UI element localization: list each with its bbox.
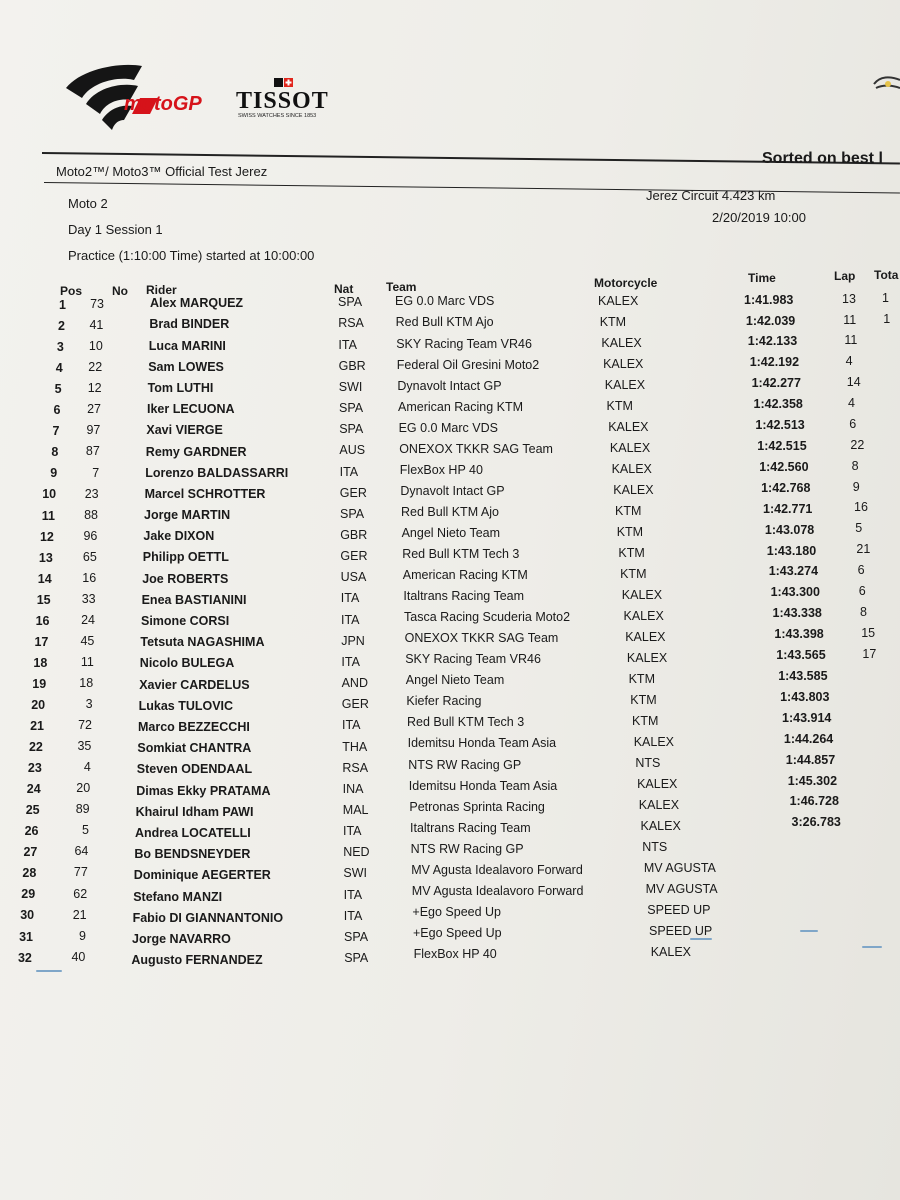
cell-pos: 10 bbox=[42, 487, 57, 502]
cell-lap: 6 bbox=[849, 416, 857, 431]
cell-pos: 20 bbox=[31, 697, 46, 712]
cell-nat: INA bbox=[342, 781, 364, 796]
cell-rider: Stefano MANZI bbox=[133, 889, 223, 904]
cell-moto: KALEX bbox=[601, 335, 642, 350]
session-datetime: 2/20/2019 10:00 bbox=[712, 210, 806, 225]
event-title: Moto2™/ Moto3™ Official Test Jerez bbox=[56, 164, 268, 179]
cell-moto: SPEED UP bbox=[647, 902, 711, 917]
cell-rider: Jorge NAVARRO bbox=[132, 931, 231, 946]
cell-moto: KALEX bbox=[609, 440, 651, 455]
cell-no: 21 bbox=[72, 907, 87, 922]
cell-moto: KTM bbox=[632, 713, 659, 728]
cell-lap: 8 bbox=[851, 458, 859, 473]
cell-moto: NTS bbox=[642, 839, 668, 854]
cell-pos: 29 bbox=[21, 887, 36, 902]
cell-moto: KTM bbox=[618, 545, 645, 560]
cell-rider: Marcel SCHROTTER bbox=[144, 486, 266, 501]
col-lap: Lap bbox=[834, 269, 856, 283]
cell-nat: ITA bbox=[340, 591, 360, 606]
cell-moto: KALEX bbox=[637, 776, 678, 791]
col-team: Team bbox=[386, 280, 417, 294]
svg-text:motoGP: motoGP bbox=[124, 93, 202, 115]
cell-pos: 5 bbox=[54, 382, 62, 397]
cell-lap: 6 bbox=[857, 563, 865, 578]
cell-no: 23 bbox=[84, 486, 99, 501]
cell-pos: 3 bbox=[56, 340, 64, 355]
cell-time: 1:43.585 bbox=[778, 668, 828, 683]
cell-no: 77 bbox=[73, 865, 88, 880]
cell-pos: 1 bbox=[59, 298, 66, 312]
cell-nat: SPA bbox=[340, 506, 365, 521]
cell-pos: 21 bbox=[30, 719, 44, 733]
cell-nat: ITA bbox=[341, 612, 360, 627]
circuit-label: Jerez Circuit 4.423 km bbox=[646, 188, 776, 203]
cell-no: 12 bbox=[87, 381, 102, 396]
pen-mark bbox=[800, 930, 818, 932]
cell-time: 1:44.857 bbox=[785, 752, 836, 767]
cell-moto: KALEX bbox=[604, 377, 646, 392]
cell-team: SKY Racing Team VR46 bbox=[405, 652, 541, 667]
cell-team: Petronas Sprinta Racing bbox=[409, 799, 545, 814]
cell-no: 22 bbox=[88, 360, 103, 375]
cell-no: 5 bbox=[82, 823, 89, 838]
cell-lap: 21 bbox=[856, 542, 871, 557]
cell-time: 1:43.565 bbox=[776, 648, 826, 663]
cell-nat: SPA bbox=[339, 401, 364, 416]
cell-time: 1:42.133 bbox=[747, 334, 798, 349]
cell-no: 24 bbox=[81, 612, 95, 627]
cell-team: +Ego Speed Up bbox=[412, 904, 502, 919]
cell-nat: GER bbox=[340, 549, 368, 564]
cell-lap: 14 bbox=[846, 375, 861, 390]
cell-rider: Dominique AEGERTER bbox=[133, 868, 271, 883]
cell-team: Italtrans Racing Team bbox=[403, 589, 525, 604]
cell-pos: 17 bbox=[34, 634, 49, 649]
cell-pos: 4 bbox=[55, 361, 63, 376]
cell-pos: 31 bbox=[19, 929, 33, 944]
cell-pos: 15 bbox=[36, 592, 51, 607]
cell-moto: MV AGUSTA bbox=[645, 881, 718, 896]
cell-moto: KALEX bbox=[638, 797, 680, 812]
cell-rider: Alex MARQUEZ bbox=[150, 296, 244, 311]
cell-team: American Racing KTM bbox=[402, 568, 528, 583]
cell-nat: ITA bbox=[339, 464, 359, 479]
cell-team: ONEXOX TKKR SAG Team bbox=[399, 441, 553, 456]
col-time: Time bbox=[748, 271, 776, 285]
cell-moto: KTM bbox=[615, 503, 642, 518]
cell-nat: ITA bbox=[341, 654, 360, 669]
cell-pos: 22 bbox=[28, 740, 43, 755]
svg-text:SWISS WATCHES SINCE 1853: SWISS WATCHES SINCE 1853 bbox=[238, 113, 317, 119]
cell-no: 62 bbox=[73, 886, 88, 901]
sort-note: Sorted on best l bbox=[762, 150, 883, 167]
cell-moto: KTM bbox=[599, 314, 627, 329]
cell-nat: AND bbox=[341, 676, 368, 691]
cell-no: 40 bbox=[71, 949, 86, 964]
cell-rider: Luca MARINI bbox=[148, 338, 226, 353]
cell-pos: 7 bbox=[52, 424, 60, 439]
cell-nat: RSA bbox=[338, 316, 364, 331]
cell-rider: Philipp OETTL bbox=[142, 550, 229, 565]
cell-moto: KALEX bbox=[623, 608, 664, 623]
cell-rider: Khairul Idham PAWI bbox=[135, 804, 254, 819]
cell-nat: SPA bbox=[344, 951, 369, 966]
cell-nat: NED bbox=[343, 845, 370, 860]
cell-moto: KALEX bbox=[603, 356, 644, 371]
cell-lap: 16 bbox=[854, 500, 868, 515]
cell-time: 1:43.300 bbox=[770, 585, 820, 600]
cell-lap: 8 bbox=[860, 604, 867, 619]
cell-nat: SWI bbox=[343, 866, 367, 881]
cell-no: 45 bbox=[80, 633, 95, 648]
cell-no: 33 bbox=[81, 591, 96, 606]
cell-no: 96 bbox=[83, 528, 98, 543]
cell-moto: KALEX bbox=[626, 650, 668, 665]
cell-pos: 19 bbox=[32, 676, 47, 691]
cell-moto: KTM bbox=[628, 671, 655, 686]
cell-team: Tasca Racing Scuderia Moto2 bbox=[404, 610, 571, 625]
cell-moto: KTM bbox=[616, 524, 644, 539]
cell-nat: SPA bbox=[344, 929, 369, 944]
cell-time: 1:46.728 bbox=[789, 794, 839, 809]
cell-moto: KALEX bbox=[625, 629, 666, 644]
cell-time: 1:43.803 bbox=[780, 689, 830, 704]
cell-time: 1:42.515 bbox=[757, 438, 807, 453]
cell-time: 1:42.560 bbox=[759, 459, 809, 474]
cell-rider: Sam LOWES bbox=[148, 359, 224, 374]
col-pos: Pos bbox=[60, 284, 83, 298]
cell-rider: Andrea LOCATELLI bbox=[135, 825, 251, 840]
cell-rider: Nicolo BULEGA bbox=[139, 656, 235, 671]
cell-no: 87 bbox=[85, 444, 100, 459]
cell-team: Italtrans Racing Team bbox=[410, 820, 531, 835]
svg-text:TISSOT: TISSOT bbox=[236, 88, 329, 114]
cell-time: 1:43.078 bbox=[764, 522, 815, 537]
cell-team: American Racing KTM bbox=[398, 399, 524, 414]
cell-moto: SPEED UP bbox=[649, 923, 713, 938]
cell-lap: 9 bbox=[852, 479, 860, 494]
cell-team: MV Agusta Idealavoro Forward bbox=[411, 862, 583, 877]
cell-time: 1:45.302 bbox=[787, 773, 838, 788]
col-rider: Rider bbox=[146, 283, 177, 297]
cell-rider: Lorenzo BALDASSARRI bbox=[145, 465, 289, 480]
cell-rider: Enea BASTIANINI bbox=[141, 592, 247, 607]
cell-rider: Fabio DI GIANNANTONIO bbox=[132, 910, 284, 925]
cell-moto: KALEX bbox=[633, 734, 674, 749]
cell-no: 11 bbox=[80, 654, 94, 669]
cell-nat: GBR bbox=[340, 528, 368, 542]
cell-nat: SWI bbox=[338, 379, 363, 394]
cell-rider: Somkiat CHANTRA bbox=[137, 741, 252, 756]
cell-time: 1:44.264 bbox=[783, 731, 834, 746]
cell-rider: Xavi VIERGE bbox=[146, 423, 223, 438]
cell-nat: ITA bbox=[338, 337, 357, 352]
cell-nat: ITA bbox=[343, 908, 363, 923]
cell-pos: 13 bbox=[38, 550, 53, 565]
cell-time: 1:42.768 bbox=[761, 480, 811, 495]
cell-total: 1 bbox=[882, 290, 889, 305]
cell-pos: 9 bbox=[50, 466, 58, 481]
cell-no: 4 bbox=[83, 760, 91, 775]
cell-no: 89 bbox=[75, 802, 90, 817]
cell-team: Red Bull KTM Tech 3 bbox=[407, 715, 525, 730]
cell-nat: MAL bbox=[342, 803, 369, 818]
cell-nat: SPA bbox=[338, 295, 363, 310]
cell-no: 41 bbox=[89, 318, 104, 333]
cell-nat: JPN bbox=[341, 633, 365, 648]
cell-time: 1:43.180 bbox=[766, 543, 817, 558]
cell-team: Angel Nieto Team bbox=[401, 525, 501, 540]
cell-no: 16 bbox=[82, 570, 97, 585]
cell-team: EG 0.0 Marc VDS bbox=[395, 294, 495, 309]
cell-total: 1 bbox=[883, 311, 891, 326]
cell-team: FlexBox HP 40 bbox=[399, 462, 483, 477]
cell-team: FlexBox HP 40 bbox=[413, 946, 497, 961]
practice-info: Practice (1:10:00 Time) started at 10:00:00 bbox=[68, 248, 315, 263]
cell-no: 10 bbox=[88, 339, 103, 354]
cell-nat: USA bbox=[340, 570, 367, 585]
cell-no: 3 bbox=[85, 697, 93, 712]
cell-nat: RSA bbox=[342, 760, 369, 775]
cell-team: Idemitsu Honda Team Asia bbox=[408, 778, 558, 793]
cell-no: 35 bbox=[77, 739, 92, 754]
cell-lap: 5 bbox=[855, 521, 863, 536]
cell-moto: MV AGUSTA bbox=[643, 860, 716, 875]
cell-time: 1:43.398 bbox=[774, 627, 824, 642]
cell-moto: KALEX bbox=[608, 419, 649, 434]
cell-time: 1:42.039 bbox=[745, 313, 796, 328]
cell-lap: 22 bbox=[850, 437, 865, 452]
cell-team: +Ego Speed Up bbox=[413, 925, 502, 940]
cell-moto: KALEX bbox=[621, 587, 663, 602]
cell-rider: Steven ODENDAAL bbox=[136, 762, 253, 777]
cell-time: 1:43.338 bbox=[772, 606, 822, 621]
cell-team: MV Agusta Idealavoro Forward bbox=[411, 883, 584, 898]
cell-lap: 11 bbox=[844, 333, 858, 348]
cell-no: 88 bbox=[84, 507, 98, 522]
pen-mark bbox=[862, 946, 882, 948]
cell-pos: 6 bbox=[53, 403, 61, 418]
cell-team: NTS RW Racing GP bbox=[410, 841, 524, 856]
class-label: Moto 2 bbox=[68, 196, 108, 211]
pen-mark bbox=[690, 938, 712, 940]
cell-nat: GER bbox=[339, 485, 367, 500]
cell-time: 1:42.277 bbox=[751, 376, 801, 391]
cell-team: NTS RW Racing GP bbox=[408, 757, 522, 772]
cell-time: 1:42.513 bbox=[755, 418, 805, 433]
cell-lap: 11 bbox=[843, 312, 857, 327]
cell-team: Dynavolt Intact GP bbox=[397, 378, 502, 393]
cell-nat: THA bbox=[342, 739, 368, 754]
cell-nat: GBR bbox=[338, 358, 366, 373]
cell-pos: 16 bbox=[35, 613, 50, 628]
cell-nat: SPA bbox=[339, 422, 364, 437]
cell-rider: Xavier CARDELUS bbox=[139, 677, 250, 692]
cell-lap: 6 bbox=[858, 583, 866, 598]
cell-rider: Bo BENDSNEYDER bbox=[134, 847, 251, 862]
cell-lap: 15 bbox=[861, 625, 876, 640]
cell-no: 72 bbox=[78, 718, 92, 733]
cell-rider: Dimas Ekky PRATAMA bbox=[136, 783, 271, 798]
col-motorcycle: Motorcycle bbox=[594, 276, 658, 290]
cell-time: 3:26.783 bbox=[791, 815, 841, 830]
cell-rider: Lukas TULOVIC bbox=[138, 698, 234, 713]
cell-no: 73 bbox=[90, 297, 104, 312]
cell-nat: GER bbox=[341, 697, 369, 712]
cell-lap: 17 bbox=[862, 646, 877, 661]
cell-pos: 27 bbox=[23, 845, 38, 860]
cell-time: 1:43.914 bbox=[782, 710, 832, 725]
cell-pos: 23 bbox=[27, 761, 42, 776]
cell-team: Red Bull KTM Tech 3 bbox=[402, 547, 520, 561]
cell-rider: Tom LUTHI bbox=[147, 380, 214, 395]
cell-pos: 11 bbox=[41, 508, 55, 523]
cell-pos: 32 bbox=[17, 950, 32, 965]
cell-rider: Marco BEZZECCHI bbox=[138, 720, 250, 734]
session-label: Day 1 Session 1 bbox=[68, 222, 163, 237]
col-no: No bbox=[112, 284, 128, 298]
cell-team: Federal Oil Gresini Moto2 bbox=[396, 357, 540, 372]
cell-no: 18 bbox=[79, 676, 94, 690]
cell-no: 7 bbox=[92, 465, 100, 480]
cell-moto: KTM bbox=[620, 566, 647, 581]
cell-team: Red Bull KTM Ajo bbox=[401, 504, 499, 519]
cell-time: 1:41.983 bbox=[744, 292, 794, 307]
cell-rider: Augusto FERNANDEZ bbox=[131, 953, 263, 968]
cell-time: 1:42.192 bbox=[749, 355, 800, 370]
cell-no: 9 bbox=[79, 928, 86, 943]
cell-rider: Tetsuta NAGASHIMA bbox=[140, 635, 265, 650]
cell-team: Red Bull KTM Ajo bbox=[395, 315, 494, 330]
cell-pos: 8 bbox=[51, 445, 59, 460]
cell-pos: 25 bbox=[25, 803, 40, 818]
cell-no: 64 bbox=[74, 844, 89, 859]
cell-nat: AUS bbox=[339, 443, 366, 458]
cell-team: Angel Nieto Team bbox=[405, 673, 505, 688]
cell-rider: Simone CORSI bbox=[141, 614, 230, 629]
cell-pos: 30 bbox=[20, 908, 35, 923]
cell-pos: 18 bbox=[33, 655, 48, 670]
cell-pos: 26 bbox=[24, 824, 39, 839]
cell-nat: ITA bbox=[342, 718, 361, 733]
cell-lap: 13 bbox=[842, 291, 856, 306]
cell-no: 97 bbox=[86, 423, 101, 438]
cell-time: 1:43.274 bbox=[768, 564, 819, 579]
cell-rider: Joe ROBERTS bbox=[142, 571, 229, 586]
cell-rider: Jorge MARTIN bbox=[144, 508, 231, 523]
cell-pos: 2 bbox=[57, 319, 65, 334]
cell-rider: Brad BINDER bbox=[149, 317, 230, 332]
cell-moto: KALEX bbox=[640, 818, 681, 833]
cell-pos: 12 bbox=[39, 529, 54, 544]
cell-moto: KTM bbox=[630, 692, 657, 707]
cell-time: 1:42.771 bbox=[763, 501, 813, 516]
cell-rider: Iker LECUONA bbox=[147, 402, 235, 417]
pen-mark bbox=[36, 970, 62, 972]
cell-moto: KALEX bbox=[613, 482, 654, 497]
cell-pos: 24 bbox=[26, 782, 41, 797]
cell-moto: KALEX bbox=[611, 461, 652, 476]
cell-moto: KALEX bbox=[598, 293, 639, 308]
cell-no: 27 bbox=[87, 402, 101, 417]
cell-moto: KTM bbox=[606, 398, 633, 413]
cell-nat: ITA bbox=[343, 824, 362, 839]
cell-team: Dynavolt Intact GP bbox=[400, 483, 505, 498]
cell-moto: NTS bbox=[635, 755, 661, 770]
cell-pos: 28 bbox=[22, 866, 37, 881]
cell-no: 20 bbox=[76, 781, 91, 796]
cell-pos: 14 bbox=[37, 571, 52, 586]
cell-team: SKY Racing Team VR46 bbox=[396, 336, 532, 351]
col-total: Tota bbox=[874, 268, 899, 282]
cell-nat: ITA bbox=[343, 887, 363, 902]
cell-rider: Remy GARDNER bbox=[145, 444, 247, 459]
col-nat: Nat bbox=[334, 282, 354, 296]
cell-team: Kiefer Racing bbox=[406, 694, 482, 709]
cell-no: 65 bbox=[82, 549, 97, 564]
cell-team: EG 0.0 Marc VDS bbox=[398, 420, 498, 435]
cell-moto: KALEX bbox=[650, 944, 691, 959]
cell-rider: Jake DIXON bbox=[143, 529, 215, 544]
cell-lap: 4 bbox=[845, 354, 853, 369]
cell-team: ONEXOX TKKR SAG Team bbox=[404, 631, 559, 646]
cell-lap: 4 bbox=[848, 396, 855, 411]
cell-time: 1:42.358 bbox=[753, 397, 803, 412]
cell-team: Idemitsu Honda Team Asia bbox=[407, 736, 557, 751]
